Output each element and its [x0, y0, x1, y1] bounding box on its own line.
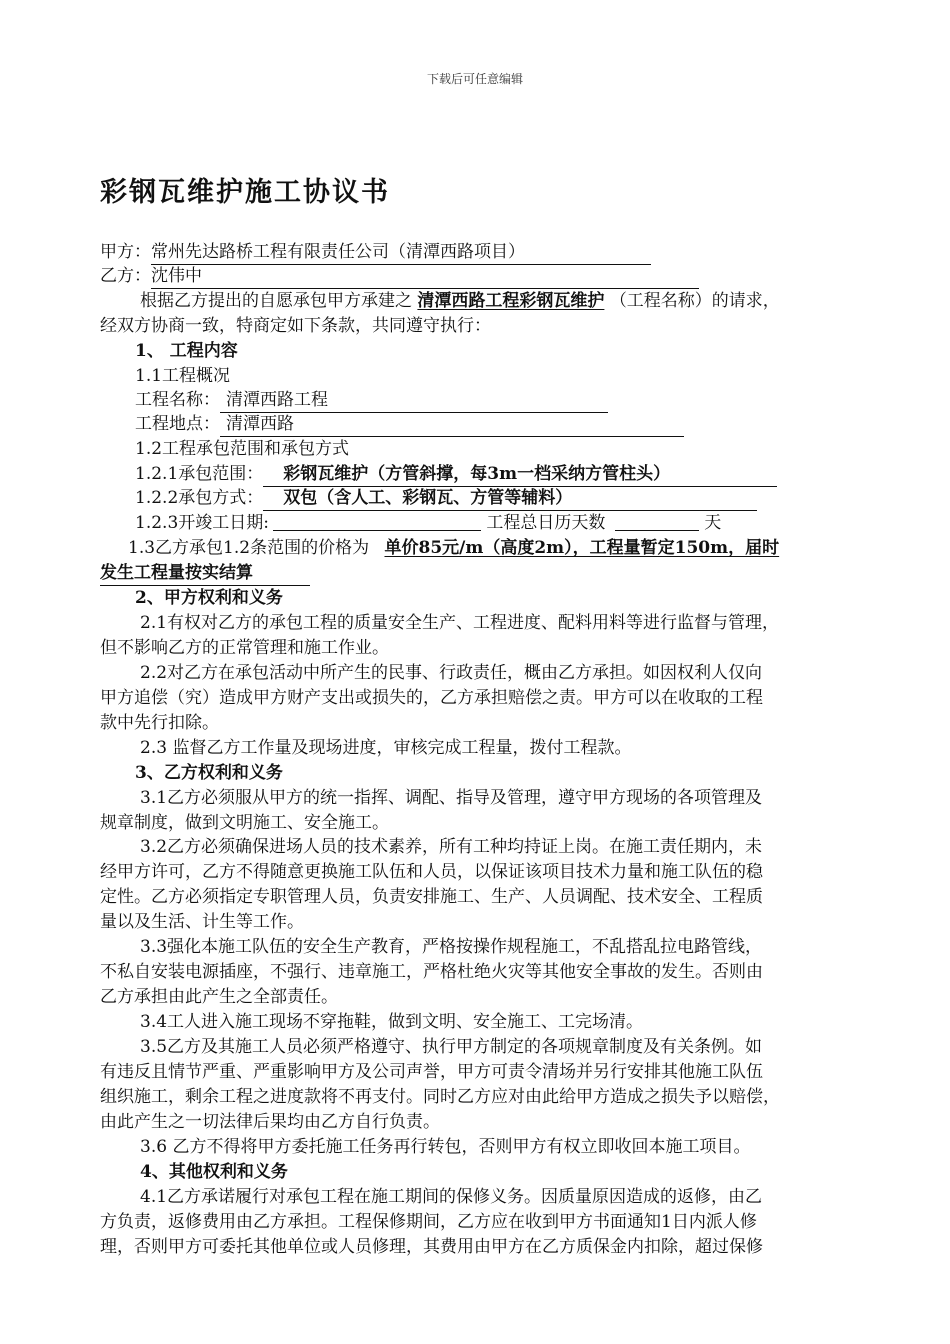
party-b-line: [100, 264, 699, 289]
price-value: 单价85元/m（高度2m），工程量暂定150m，届时: [384, 538, 780, 558]
clause-3-5c: 组织施工，剩余工程之进度款将不再支付。同时乙方应对由此给甲方造成之损失予以赔偿，: [100, 1087, 780, 1107]
clause-3-5d: 由此产生之一切法律后果均由乙方自行负责。: [100, 1112, 440, 1132]
intro-line-2: 经双方协商一致，特商定如下条款，共同遵守执行：: [100, 316, 491, 336]
clause-3-2c: 定性。乙方必须指定专职管理人员，负责安排施工、生产、人员调配、技术安全、工程质: [100, 887, 763, 907]
clause-3-2a: 3.2乙方必须确保进场人员的技术素养，所有工种均持证上岗。在施工责任期内，未: [140, 837, 763, 857]
clause-2-3: 2.3 监督乙方工作量及现场进度，审核完成工程量，拨付工程款。: [140, 738, 632, 758]
project-location-line: [135, 412, 684, 437]
clause-3-5a: 3.5乙方及其施工人员必须严格遵守、执行甲方制定的各项规章制度及有关条例。如: [140, 1037, 763, 1057]
price-value-cont: 发生工程量按实结算: [100, 561, 310, 586]
party-b-value: 沈伟中: [151, 264, 699, 289]
party-a-line: [100, 240, 651, 265]
clause-4-1c: 理，否则甲方可委托其他单位或人员修理，其费用由甲方在乙方质保金内扣除，超过保修: [100, 1237, 763, 1257]
clause-3-6: 3.6 乙方不得将甲方委托施工任务再行转包，否则甲方有权立即收回本施工项目。: [140, 1137, 751, 1157]
intro-line-1: [140, 289, 780, 313]
dates-label: 1.2.3开竣工日期:: [135, 513, 269, 533]
clause-3-4: 3.4工人进入施工现场不穿拖鞋，做到文明、安全施工、工完场清。: [140, 1012, 644, 1032]
section-4-heading: 4、其他权利和义务: [140, 1162, 288, 1182]
document-title: 彩钢瓦维护施工协议书: [100, 177, 390, 208]
clause-2-2b: 甲方追偿（究）造成甲方财产支出或损失的，乙方承担赔偿之责。甲方可以在收取的工程: [100, 688, 763, 708]
dates-line: [135, 511, 721, 535]
project-name-value: 清潭西路工程: [220, 388, 608, 413]
scope-value: 彩钢瓦维护（方管斜撑，每3m一档采纳方管柱头）: [263, 462, 777, 487]
mode-value: 双包（含人工、彩钢瓦、方管等辅料）: [263, 486, 757, 511]
section-3-heading: 3、乙方权利和义务: [135, 763, 283, 783]
clause-3-5b: 有违反且情节严重、严重影响甲方及公司声誉，甲方可责令清场并另行安排其他施工队伍: [100, 1062, 763, 1082]
intro-text-tail: （工程名称）的请求，: [609, 291, 780, 311]
price-label: 1.3乙方承包1.2条范围的价格为: [128, 538, 370, 558]
price-line-2: [100, 561, 310, 586]
clause-3-3c: 乙方承担由此产生之全部责任。: [100, 987, 338, 1007]
price-line: [128, 536, 779, 560]
clause-2-1b: 但不影响乙方的正常管理和施工作业。: [100, 638, 389, 658]
party-a-value: 常州先达路桥工程有限责任公司（清潭西路项目）: [151, 240, 651, 265]
days-unit: 天: [704, 513, 722, 533]
days-blank[interactable]: [615, 512, 699, 531]
clause-4-1a: 4.1乙方承诺履行对承包工程在施工期间的保修义务。因质量原因造成的返修，由乙: [140, 1187, 763, 1207]
party-a-label: 甲方：: [100, 242, 151, 262]
clause-3-1b: 规章制度，做到文明施工、安全施工。: [100, 813, 389, 833]
header-note: 下载后可任意编辑: [426, 72, 523, 86]
project-name-inline: 清潭西路工程彩钢瓦维护: [417, 291, 605, 311]
mode-label: 1.2.2承包方式：: [135, 488, 264, 508]
clause-3-3a: 3.3强化本施工队伍的安全生产教育，严格按操作规程施工，不乱搭乱拉电路管线，: [140, 937, 763, 957]
clause-1-1: 1.1工程概况: [135, 366, 231, 386]
scope-line: [135, 462, 777, 487]
clause-1-2: 1.2工程承包范围和承包方式: [135, 439, 350, 459]
section-2-heading: 2、甲方权利和义务: [135, 588, 283, 608]
scope-label: 1.2.1承包范围：: [135, 464, 264, 484]
clause-3-1a: 3.1乙方必须服从甲方的统一指挥、调配、指导及管理，遵守甲方现场的各项管理及: [140, 788, 763, 808]
clause-2-2a: 2.2对乙方在承包活动中所产生的民事、行政责任，概由乙方承担。如因权利人仅向: [140, 663, 763, 683]
mode-line: [135, 486, 757, 511]
clause-4-1b: 方负责，返修费用由乙方承担。工程保修期间，乙方应在收到甲方书面通知1日内派人修: [100, 1212, 757, 1232]
clause-3-2d: 量以及生活、计生等工作。: [100, 912, 304, 932]
clause-3-2b: 经甲方许可，乙方不得随意更换施工队伍和人员，以保证该项目技术力量和施工队伍的稳: [100, 862, 763, 882]
project-name-line: [135, 388, 608, 413]
project-location-value: 清潭西路: [220, 412, 684, 437]
clause-2-2c: 款中先行扣除。: [100, 713, 219, 733]
party-b-label: 乙方：: [100, 266, 151, 286]
days-label: 工程总日历天数: [486, 513, 606, 533]
clause-3-3b: 不私自安装电源插座，不强行、违章施工，严格杜绝火灾等其他安全事故的发生。否则由: [100, 962, 763, 982]
section-1-heading: 1、 工程内容: [135, 341, 238, 361]
dates-blank[interactable]: [273, 512, 481, 531]
project-name-label: 工程名称：: [135, 390, 220, 410]
project-location-label: 工程地点：: [135, 414, 220, 434]
intro-text: 根据乙方提出的自愿承包甲方承建之: [140, 291, 412, 311]
clause-2-1a: 2.1有权对乙方的承包工程的质量安全生产、工程进度、配料用料等进行监督与管理，: [140, 613, 780, 633]
